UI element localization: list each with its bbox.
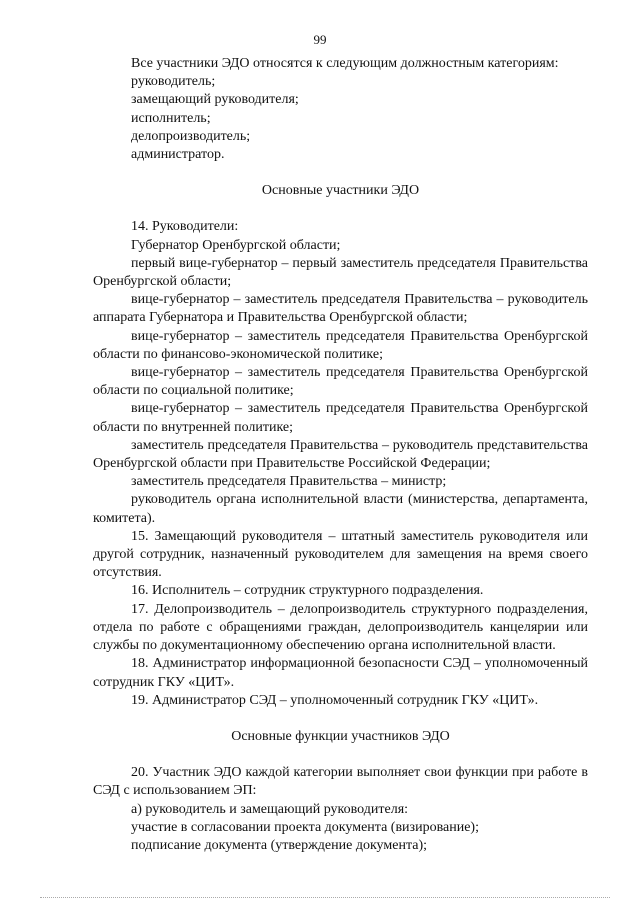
- clause-14-item: заместитель председателя Правительства – руководитель представительства Оренбургской области при Правительстве Российской Федерации;: [93, 437, 588, 472]
- clause-20-lead: 20. Участник ЭДО каждой категории выполняет свои функции при работе в СЭД с использованием ЭП:: [93, 765, 588, 799]
- clause-16: 16. Исполнитель – сотрудник структурного подразделения.: [131, 583, 484, 599]
- intro-lead: Все участники ЭДО относятся к следующим должностным категориям:: [131, 56, 559, 71]
- clause-14-item: Губернатор Оренбургской области;: [131, 237, 341, 253]
- section-heading-participants: Основные участники ЭДО: [261, 183, 420, 199]
- clause-14-item: вице-губернатор – заместитель председателя Правительства – руководитель аппарата Губернатора и Правительства Оренбургской области;: [93, 292, 588, 326]
- scan-edge-line: [40, 893, 610, 898]
- clause-15: 15. Замещающий руководителя – штатный заместитель руководителя или другой сотрудник, назначенный руководителем для замещения на время своего отсутствия.: [93, 528, 588, 581]
- category-item: руководитель;: [131, 74, 216, 90]
- document-body: [93, 55, 588, 855]
- category-item: делопроизводитель;: [131, 128, 251, 144]
- category-item: замещающий руководителя;: [131, 92, 299, 108]
- clause-14-item: вице-губернатор – заместитель председателя Правительства Оренбургской области по социальной политике;: [93, 365, 588, 399]
- clause-14-item: заместитель председателя Правительства – министр;: [131, 474, 447, 490]
- clause-14-item: первый вице-губернатор – первый заместитель председателя Правительства Оренбургской области;: [93, 255, 588, 290]
- page-number: 99: [313, 32, 327, 47]
- clause-19: 19. Администратор СЭД – уполномоченный сотрудник ГКУ «ЦИТ».: [131, 692, 539, 708]
- clause-20-item: подписание документа (утверждение документа);: [131, 837, 427, 853]
- section-heading-functions: Основные функции участников ЭДО: [231, 728, 450, 744]
- clause-14-item: вице-губернатор – заместитель председателя Правительства Оренбургской области по финансово-экономической политике;: [93, 328, 588, 362]
- clause-14-title: 14. Руководители:: [131, 219, 239, 235]
- clause-20-item: участие в согласовании проекта документа (визирование);: [131, 819, 479, 835]
- clause-14-item: вице-губернатор – заместитель председателя Правительства Оренбургской области по внутренней политике;: [93, 401, 588, 435]
- category-item: администратор.: [131, 147, 225, 163]
- clause-14-item: руководитель органа исполнительной власти (министерства, департамента, комитета).: [93, 492, 588, 526]
- clause-20-sub-a: а) руководитель и замещающий руководителя:: [131, 801, 409, 817]
- category-item: исполнитель;: [131, 110, 211, 126]
- clause-18: 18. Администратор информационной безопасности СЭД – уполномоченный сотрудник ГКУ «ЦИТ».: [93, 656, 588, 690]
- clause-17: 17. Делопроизводитель – делопроизводитель структурного подразделения, отдела по работе с обращениями граждан, делопроизводитель канцелярии или службы по документационному обеспечению органа исполнительной власти.: [93, 601, 588, 654]
